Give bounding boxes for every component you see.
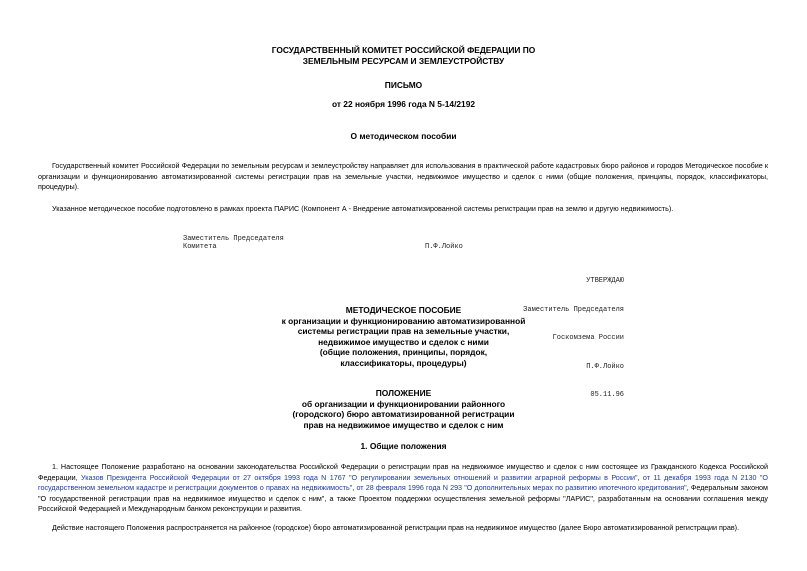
regulation-title-line-3: (городского) бюро автоматизированной регистрации (292, 409, 515, 419)
approval-line-3: Госкомзема России (552, 334, 624, 342)
link-decree-2130[interactable]: от 11 декабря 1993 года N 2130 "О государственном земельном кадастре и регистрации документов о правах на недвижимость" (38, 472, 768, 493)
regulation-title-line-1: ПОЛОЖЕНИЕ (375, 388, 432, 398)
manual-title-line-6: классификаторы, процедуры) (340, 357, 467, 368)
manual-title-line-4: недвижимое имущество и сделок с ними (318, 336, 489, 347)
regulation-title-line-4: прав на недвижимое имущество и сделок с ним (303, 419, 504, 430)
section-1-paragraph-2: Действие настоящего Положения распространяется на районное (городское) бюро автоматизированной регистрации прав на недвижимое имущество (далее Бюро автоматизированной регистрации прав). (52, 523, 740, 532)
approval-line-2: Заместитель Председателя (523, 305, 624, 314)
letter-paragraph-1: Государственный комитет Российской Федерации по земельным ресурсам и землеустройству направляет для использования в практической работе кадастровых бюро районов и городов Методическое пособие к организации и функционированию автоматизированной системы регистрации прав на земельные участки, недвижимое имущество и сделок с ними (общие положения, принципы, порядок, классификаторы, процедуры). (38, 161, 768, 192)
regulation-title (0, 388, 807, 430)
p1-text-1: 1. Настоящее Положение разработано на основании законодательства Российской Федерации о регистрации прав на недвижимое имущество и сделок с ним состоящее из Гражданского Кодекса Российской Федерации, (38, 462, 768, 482)
section-1-paragraph-1 (38, 462, 768, 515)
signature-position-line-1: Заместитель Председателя (183, 235, 284, 243)
approval-line-1: УТВЕРЖДАЮ (586, 277, 624, 285)
manual-title (0, 305, 807, 368)
section-1-heading: 1. Общие положения (360, 441, 447, 451)
manual-title-line-3: системы регистрации прав на земельные участки, (297, 326, 510, 336)
signature-position-line-2: Комитета (183, 243, 217, 251)
regulation-title-line-2: об организации и функционировании районного (301, 398, 506, 409)
manual-title-line-5: (общие положения, принципы, порядок, (319, 347, 488, 357)
approval-line-5: 05.11.96 (590, 391, 624, 399)
doc-subject: О методическом пособии (350, 131, 457, 141)
link-decree-1767[interactable]: Указов Президента Российской Федерации от 27 октября 1993 года N 1767 "О регулировании земельных отношений и развитии аграрной реформы в России" (80, 472, 638, 482)
p1-text-2: , (637, 472, 643, 482)
link-decree-293[interactable]: от 28 февраля 1996 года N 293 "О дополнительных мерах по развитию ипотечного кредитования" (356, 483, 687, 493)
committee-title (0, 45, 807, 67)
letter-paragraph-2: Указанное методическое пособие подготовлено в рамках проекта ПАРИС (Компонент А - Внедрение автоматизированной системы регистрации прав на землю и другую недвижимость). (52, 204, 674, 213)
committee-line-2: ЗЕМЕЛЬНЫМ РЕСУРСАМ И ЗЕМЛЕУСТРОЙСТВУ (302, 56, 505, 66)
manual-title-line-2: к организации и функционированию автоматизированной (281, 315, 526, 326)
p1-text-4: , Федеральным законом "О государственной регистрации прав на недвижимое имущество и сделок с ним", а также Проектом поддержки осуществления земельной реформы "ЛАРИС", разработанным на основании соглашения между Российской Федерацией и Международным банком реконструкции и развития. (38, 483, 768, 514)
doc-date-number: от 22 ноября 1996 года N 5-14/2192 (331, 99, 476, 109)
approval-line-4: П.Ф.Лойко (586, 362, 624, 371)
manual-title-line-1: МЕТОДИЧЕСКОЕ ПОСОБИЕ (345, 305, 462, 315)
p1-text-3: , (352, 483, 357, 493)
committee-line-1: ГОСУДАРСТВЕННЫЙ КОМИТЕТ РОССИЙСКОЙ ФЕДЕРАЦИИ ПО (271, 45, 536, 55)
doc-type: ПИСЬМО (384, 80, 423, 90)
signature-name: П.Ф.Лойко (425, 243, 463, 251)
